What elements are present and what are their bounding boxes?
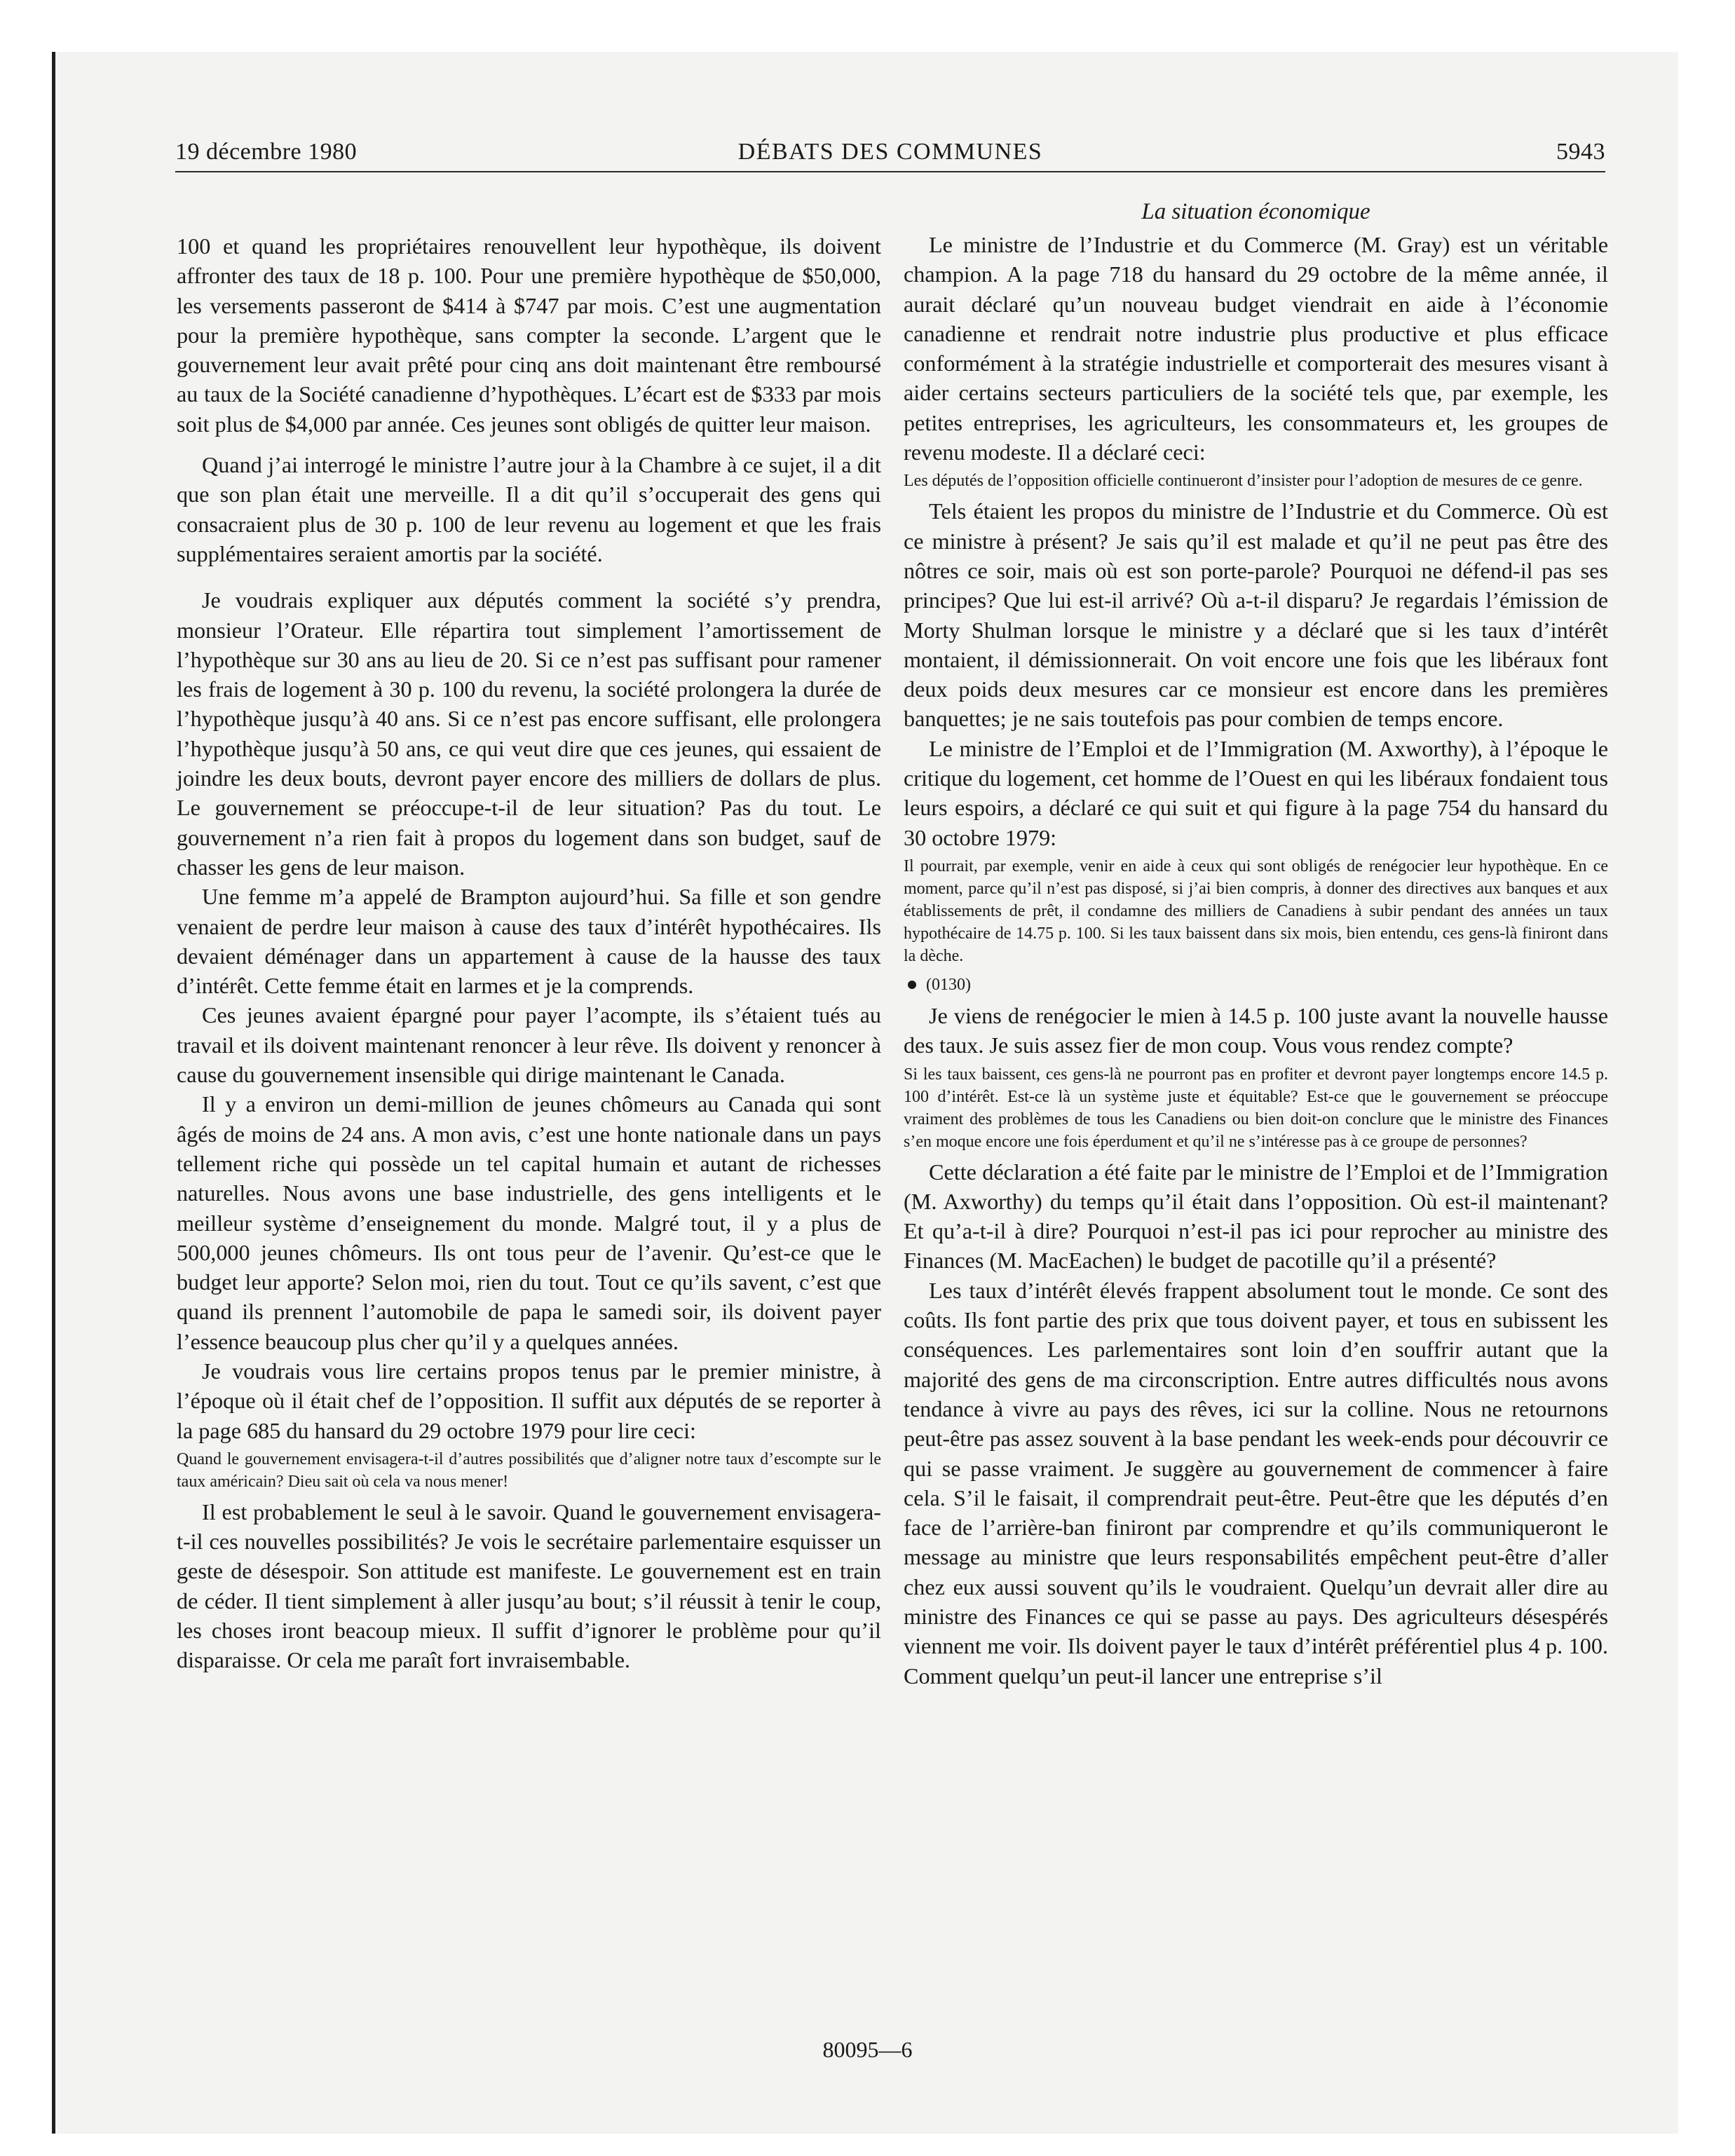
- header-page-number: 5943: [1556, 139, 1605, 165]
- paragraph: Les taux d’intérêt élevés frappent absolument tout le monde. Ce sont des coûts. Ils font partie des prix que tous doivent payer, et tous en subissent les conséquences. Les parlementaires sont loin d’en souffrir autant que la majorité des gens de ma circonscription. Entre autres difficultés nous avons tendance à vivre au pays des rêves, ici sur la colline. Nous ne retournons peut-être pas assez souvent à la base pendant les week-ends pour découvrir ce qui se passe vraiment. Je suggère au gouvernement de commencer à faire cela. S’il le faisait, il comprendrait peut-être. Peut-être que les députés d’en face de l’arrière-ban finiront par comprendre et qu’ils communiqueront le message au ministre que leurs responsabilités empêchent peut-être d’aller chez eux aussi souvent qu’ils le voudraient. Quelqu’un devrait aller dire au ministre des Finances ce qui se passe au pays. Des agriculteurs désespérés viennent me voir. Ils doivent payer le taux d’intérêt préférentiel plus 4 p. 100. Comment quelqu’un peut-il lancer une entreprise s’il: [904, 1277, 1608, 1688]
- block-quote: Les députés de l’opposition officielle continueront d’insister pour l’adoption de mesures de ce genre.: [904, 472, 1583, 491]
- page-footer-code: 80095—6: [822, 2037, 913, 2062]
- paragraph: Cette déclaration a été faite par le ministre de l’Emploi et de l’Immigration (M. Axworthy) du temps qu’il était dans l’opposition. Où est-il maintenant? Et qu’a-t-il à dire? Pourquoi n’est-il pas ici pour reprocher au ministre des Finances (M. MacEachen) le budget de pacotille qu’il a présenté?: [904, 1159, 1608, 1274]
- header-rule: [175, 171, 1605, 172]
- paragraph: Je viens de renégocier le mien à 14.5 p. 100 juste avant la nouvelle hausse des taux. Je suis assez fier de mon coup. Vous vous rendez compte?: [904, 1002, 1608, 1058]
- section-title: La situation économique: [1141, 199, 1370, 224]
- left-column: [177, 231, 881, 1675]
- paragraph: Il y a environ un demi-million de jeunes chômeurs au Canada qui sont âgés de moins de 24 ans. A mon avis, c’est une honte nationale dans un pays tellement riche qui possède un tel capital humain et autant de richesses naturelles. Nous avons une base industrielle, des gens intelligents et le meilleur système d’enseignement du monde. Malgré tout, il y a plus de 500,000 jeunes chômeurs. Ils ont tous peur de l’avenir. Qu’est-ce que le budget leur apporte? Selon moi, rien du tout. Tout ce qu’ils savent, c’est que quand ils prennent l’automobile de papa le samedi soir, ils doivent payer l’essence beaucoup plus cher qu’il y a quelques années.: [177, 1091, 881, 1354]
- block-quote: Quand le gouvernement envisagera-t-il d’autres possibilités que d’aligner notre taux d’escompte sur le taux américain? Dieu sait où cela va nous mener!: [177, 1449, 881, 1491]
- bullet-icon: [908, 981, 916, 989]
- paragraph: Tels étaient les propos du ministre de l’Industrie et du Commerce. Où est ce ministre à présent? Je sais qu’il est malade et qu’il ne peut pas être des nôtres ce soir, mais où est son porte-parole? Pourquoi ne défend-il pas ses principes? Que lui est-il arrivé? Où a-t-il disparu? Je regardais l’émission de Morty Shulman lorsque le ministre y a déclaré que si les taux d’intérêt montaient, il démissionnerait. On voit encore une fois que les libéraux font deux poids deux mesures car ce monsieur est encore dans les premières banquettes; je ne sais toutefois pas pour combien de temps encore.: [904, 498, 1608, 732]
- paragraph: Ces jeunes avaient épargné pour payer l’acompte, ils s’étaient tués au travail et ils doivent maintenant renoncer à leur rêve. Ils doivent y renoncer à cause du gouvernement insensible qui dirige maintenant le Canada.: [177, 1002, 881, 1088]
- paragraph: 100 et quand les propriétaires renouvellent leur hypothèque, ils doivent affronter des taux de 18 p. 100. Pour une première hypothèque de $50,000, les versements passeront de $414 à $747 par mois. C’est une augmentation pour la première hypothèque, sans compter la seconde. L’argent que le gouvernement leur avait prêté pour cinq ans doit maintenant être remboursé au taux de la Société canadienne d’hypothèques. L’écart est de $333 par mois soit plus de $4,000 par année. Ces jeunes sont obligés de quitter leur maison.: [177, 233, 881, 437]
- paragraph: Je voudrais vous lire certains propos tenus par le premier ministre, à l’époque où il était chef de l’opposition. Il suffit aux députés de se reporter à la page 685 du hansard du 29 octobre 1979 pour lire ceci:: [177, 1358, 881, 1443]
- paragraph: Je voudrais expliquer aux députés comment la société s’y prendra, monsieur l’Orateur. Elle répartira tout simplement l’amortissement de l’hypothèque sur 30 ans au lieu de 20. Si ce n’est pas suffisant pour ramener les frais de logement à 30 p. 100 du revenu, la société prolongera la durée de l’hypothèque jusqu’à 40 ans. Si ce n’est pas encore suffisant, elle prolongera l’hypothèque jusqu’à 50 ans, ce qui veut dire que ces jeunes, qui essaient de joindre les deux bouts, devront payer encore des milliers de dollars de plus. Le gouvernement se préoccupe-t-il de leur situation? Pas du tout. Le gouvernement n’a rien fait à propos du logement dans son budget, sauf de chasser les gens de leur maison.: [177, 587, 881, 880]
- time-marker-label: (0130): [926, 975, 971, 994]
- paragraph: Il est probablement le seul à le savoir. Quand le gouvernement envisagera-t-il ces nouvelles possibilités? Je vois le secrétaire parlementaire esquisser un geste de désespoir. Son attitude est manifeste. Le gouvernement est en train de céder. Il tient simplement à aller jusqu’au bout; s’il réussit à tenir le coup, les choses iront beacoup mieux. Il suffit d’ignorer le problème pour qu’il disparaisse. Or cela me paraît fort invraisembable.: [177, 1499, 881, 1673]
- time-marker: [904, 971, 1608, 998]
- header-date: 19 décembre 1980: [175, 139, 358, 165]
- right-column: [904, 196, 1608, 1691]
- paragraph: Une femme m’a appelé de Brampton aujourd’hui. Sa fille et son gendre venaient de perdre leur maison à cause des taux d’intérêt hypothécaires. Ils devaient déménager dans un appartement à cause de la hausse des taux d’intérêt. Cette femme était en larmes et je la comprends.: [177, 884, 881, 999]
- page-header: [175, 139, 1605, 172]
- block-quote: Si les taux baissent, ces gens-là ne pourront pas en profiter et devront payer longtemps encore 14.5 p. 100 d’intérêt. Est-ce là un système juste et équitable? Est-ce que le gouvernement se préoccupe vraiment des problèmes de tous les Canadiens ou bien doit-on conclure que le ministre des Finances s’en moque encore une fois éperdument et qu’il ne s’intéresse pas à ce groupe de personnes?: [904, 1065, 1608, 1151]
- paragraph: Le ministre de l’Emploi et de l’Immigration (M. Axworthy), à l’époque le critique du logement, cet homme de l’Ouest en qui les libéraux fondaient tous leurs espoirs, a déclaré ce qui suit et qui figure à la page 754 du hansard du 30 octobre 1979:: [904, 735, 1608, 850]
- header-title: DÉBATS DES COMMUNES: [737, 139, 1043, 165]
- binding-edge: [52, 52, 55, 2134]
- block-quote: Il pourrait, par exemple, venir en aide à ceux qui sont obligés de renégocier leur hypothèque. En ce moment, parce qu’il n’est pas disposé, si j’ai bien compris, à donner des directives aux banques et aux établissements de prêt, il condamne des milliers de Canadiens à subir pendant des années un taux hypothécaire de 14.75 p. 100. Si les taux baissent dans six mois, bien entendu, ces gens-là finiront dans la dèche.: [904, 857, 1608, 965]
- paragraph: Quand j’ai interrogé le ministre l’autre jour à la Chambre à ce sujet, il a dit que son plan était une merveille. Il a dit qu’il s’occuperait des gens qui consacraient plus de 30 p. 100 de leur revenu au logement et que les frais supplémentaires seraient amortis par la société.: [177, 452, 881, 566]
- paragraph: Le ministre de l’Industrie et du Commerce (M. Gray) est un véritable champion. A la page 718 du hansard du 29 octobre de la même année, il aurait déclaré qu’un nouveau budget viendrait en aide à l’économie canadienne et rendrait notre industrie plus productive et plus efficace conformément à la stratégie industrielle et comporterait des mesures visant à aider certains secteurs particuliers de la société tels que, par exemple, les petites entreprises, les agriculteurs, les consommateurs et, les groupes de revenu modeste. Il a déclaré ceci:: [904, 232, 1608, 465]
